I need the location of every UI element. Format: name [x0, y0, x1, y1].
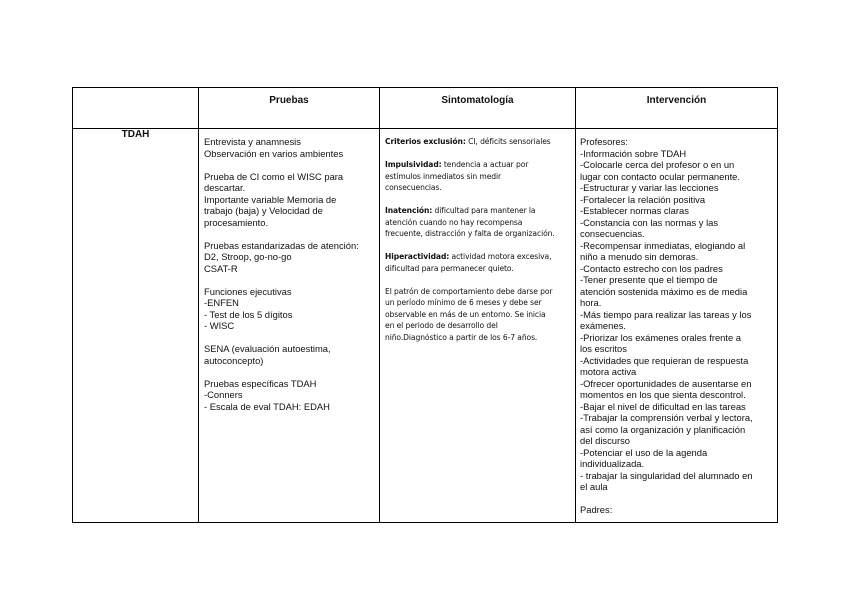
pruebas-line: -Conners	[204, 389, 243, 400]
pruebas-line: Prueba de CI como el WISC para	[204, 170, 344, 182]
pruebas-line: Entrevista y anamnesis	[204, 136, 301, 147]
tdah-table	[72, 87, 778, 523]
blank-line	[385, 148, 570, 160]
symptom-text: frecuente, distracción y falta de organización.	[385, 229, 555, 238]
symptom-text: consecuencias.	[385, 183, 442, 192]
symptom-text: niño.Diagnóstico a partir de los 6-7 años.	[385, 332, 538, 342]
pruebas-line: descartar.	[204, 182, 246, 193]
intervencion-line: -Colocarle cerca del profesor o en un	[580, 159, 735, 170]
sintomatologia-line	[385, 251, 570, 263]
symptom-text: estímulos inmediatos sin medir	[385, 171, 502, 181]
pruebas-line: D2, Stroop, go-no-go	[204, 251, 292, 262]
intervencion-line: exámenes.	[580, 320, 626, 331]
pruebas-line: Pruebas estandarizadas de atención:	[204, 239, 359, 251]
symptom-term: Inatención:	[385, 206, 433, 215]
symptom-text: dificultad para mantener la	[432, 206, 536, 215]
symptom-text: actividad motora excesiva,	[449, 252, 552, 261]
header-row	[73, 88, 778, 129]
pruebas-line: SENA (evaluación autoestima,	[204, 343, 331, 354]
intervencion-line: -Más tiempo para realizar las tareas y los	[580, 308, 752, 320]
intervencion-line: -Tener presente que el tiempo de	[580, 274, 718, 285]
pruebas-line: autoconcepto)	[204, 354, 264, 366]
sintomatologia-line	[385, 297, 570, 309]
intervencion-line: -Establecer normas claras	[580, 205, 689, 216]
blank-line	[204, 274, 374, 286]
intervencion-line: atención sostenida máximo es de media	[580, 285, 748, 297]
pruebas-line: - Escala de eval TDAH: EDAH	[204, 400, 330, 412]
sintomatologia-line	[385, 263, 570, 275]
sintomatologia-line	[385, 159, 570, 171]
pruebas-line: - Test de los 5 dígitos	[204, 308, 293, 320]
intervencion-line: -Potenciar el uso de la agenda	[580, 446, 708, 458]
sintomatologia-line	[385, 320, 570, 332]
sintomatologia-line	[385, 228, 570, 240]
row-label-tdah: TDAH	[73, 129, 199, 523]
intervencion-line: -Bajar el nivel de dificultad en las tareas	[580, 400, 746, 412]
sintomatologia-line	[385, 182, 570, 194]
sintomatologia-line	[385, 309, 570, 321]
sintomatologia-line	[385, 205, 570, 217]
header-intervencion: Intervención	[576, 88, 778, 129]
sintomatologia-line	[385, 286, 570, 298]
symptom-text: tendencia a actuar por	[441, 160, 529, 169]
blank-line	[580, 493, 773, 505]
pruebas-line: - WISC	[204, 320, 235, 331]
intervencion-line: el aula	[580, 481, 608, 492]
intervencion-line: momentos en los que sienta descontrol.	[580, 389, 746, 400]
sintomatologia-cell	[380, 129, 576, 523]
pruebas-line: trabajo (baja) y Velocidad de	[204, 205, 323, 216]
sintomatologia-line	[385, 217, 570, 229]
intervencion-line: -Recompensar inmediatas, elogiando al	[580, 239, 746, 251]
pruebas-line: procesamiento.	[204, 216, 269, 228]
intervencion-line: - trabajar la singularidad del alumnado en	[580, 469, 753, 481]
header-empty	[73, 88, 199, 129]
intervencion-line: -Información sobre TDAH	[580, 147, 687, 159]
intervencion-line: hora.	[580, 297, 602, 308]
blank-line	[204, 159, 374, 171]
intervencion-line: -Priorizar los exámenes orales frente a	[580, 331, 742, 343]
pruebas-line: -ENFEN	[204, 297, 239, 308]
intervencion-line: Padres:	[580, 504, 613, 515]
pruebas-text	[199, 129, 379, 412]
symptom-term: Impulsividad:	[385, 160, 442, 169]
header-pruebas: Pruebas	[199, 88, 380, 129]
intervencion-line: Profesores:	[580, 136, 628, 147]
symptom-text: en el periodo de desarrollo del	[385, 321, 498, 330]
intervencion-line: así como la organización y planificación	[580, 423, 746, 435]
intervencion-line: -Fortalecer la relación positiva	[580, 193, 706, 205]
intervencion-line: -Trabajar la comprensión verbal y lectora,	[580, 412, 753, 423]
blank-line	[204, 228, 374, 240]
tdah-row	[73, 129, 778, 523]
sintomatologia-line	[385, 332, 570, 344]
symptom-text: observable en más de un entorno. Se inicia	[385, 309, 546, 319]
intervencion-cell	[576, 129, 778, 523]
intervencion-line: consecuencias.	[580, 228, 645, 239]
pruebas-line: Observación en varios ambientes	[204, 147, 344, 159]
symptom-term: Criterios exclusión:	[385, 137, 466, 146]
intervencion-line: los escritos	[580, 343, 627, 354]
header-sintomatologia: Sintomatología	[380, 88, 576, 129]
intervencion-line: -Actividades que requieran de respuesta	[580, 354, 749, 366]
pruebas-line: Importante variable Memoria de	[204, 193, 337, 205]
symptom-text: CI, déficits sensoriales	[465, 137, 551, 146]
intervencion-line: -Constancia con las normas y las	[580, 216, 719, 228]
symptom-text: un período mínimo de 6 meses y debe ser	[385, 298, 542, 307]
intervencion-line: individualizada.	[580, 458, 645, 469]
pruebas-line: Funciones ejecutivas	[204, 285, 292, 297]
symptom-text: atención cuando no hay recompensa	[385, 217, 523, 227]
intervencion-line: lugar con contacto ocular permanente.	[580, 170, 740, 182]
sintomatologia-text	[380, 129, 575, 343]
blank-line	[204, 332, 374, 344]
symptom-text: dificultad para permanecer quieto.	[385, 263, 514, 273]
blank-line	[385, 194, 570, 206]
blank-line	[385, 274, 570, 286]
pruebas-line: Pruebas específicas TDAH	[204, 377, 317, 389]
symptom-term: Hiperactividad:	[385, 252, 450, 261]
blank-line	[385, 240, 570, 252]
blank-line	[204, 366, 374, 378]
intervencion-line: motora activa	[580, 366, 637, 377]
pruebas-cell	[199, 129, 380, 523]
pruebas-line: CSAT-R	[204, 262, 238, 274]
sintomatologia-line	[385, 136, 570, 148]
intervencion-line: -Contacto estrecho con los padres	[580, 262, 723, 274]
sintomatologia-line	[385, 171, 570, 183]
intervencion-line: del discurso	[580, 435, 631, 446]
intervencion-text	[576, 129, 777, 516]
intervencion-line: niño a menudo sin demoras.	[580, 251, 699, 262]
intervencion-line: -Ofrecer oportunidades de ausentarse en	[580, 377, 752, 389]
intervencion-line: -Estructurar y variar las lecciones	[580, 182, 719, 193]
symptom-text: El patrón de comportamiento debe darse por	[385, 286, 553, 296]
